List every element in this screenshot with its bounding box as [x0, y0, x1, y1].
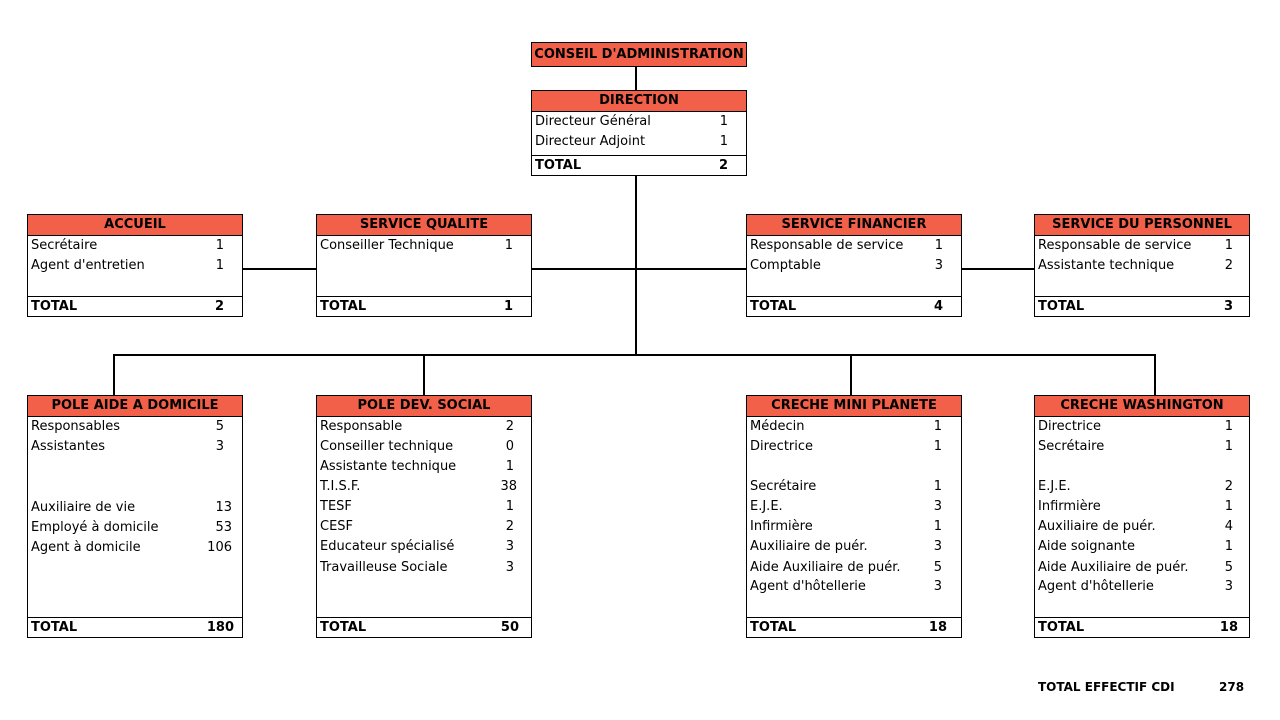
total-label: TOTAL	[1038, 620, 1085, 635]
total-label: TOTAL	[535, 158, 582, 173]
row-value: 5	[215, 419, 224, 434]
row-label: Responsables	[31, 419, 121, 434]
row-label: Assistantes	[31, 439, 105, 454]
table-row	[317, 497, 531, 517]
table-row	[28, 498, 242, 518]
table-row	[317, 517, 531, 537]
row-label: Conseiller technique	[320, 439, 454, 454]
total-value: 4	[933, 299, 943, 314]
table-row	[1035, 517, 1249, 537]
row-label: E.J.E.	[750, 499, 783, 514]
table-row	[747, 236, 961, 256]
total-label: TOTAL	[31, 299, 78, 314]
accueil-box	[27, 214, 243, 317]
row-label: Infirmière	[750, 519, 813, 534]
row-value: 4	[1224, 519, 1233, 534]
service-financier-title: SERVICE FINANCIER	[747, 215, 961, 236]
row-label: T.I.S.F.	[320, 479, 361, 494]
conseil-administration-box	[531, 42, 747, 67]
table-row	[532, 112, 746, 132]
row-value: 1	[719, 134, 728, 149]
total-row	[747, 617, 961, 637]
table-row	[317, 437, 531, 457]
row-label: Assistante technique	[1038, 258, 1175, 273]
row-value: 3	[933, 579, 942, 594]
total-value: 2	[214, 299, 224, 314]
service-personnel-title: SERVICE DU PERSONNEL	[1035, 215, 1249, 236]
row-label: Directrice	[1038, 419, 1102, 434]
row-value: 3	[933, 499, 942, 514]
row-label: Médecin	[750, 419, 805, 434]
row-label: Secrétaire	[750, 479, 817, 494]
row-label: E.J.E.	[1038, 479, 1071, 494]
conseil-administration-title: CONSEIL D'ADMINISTRATION	[532, 43, 746, 66]
total-value: 50	[500, 620, 519, 635]
row-value: 1	[1224, 439, 1233, 454]
service-financier-box	[746, 214, 962, 317]
row-value: 1	[933, 419, 942, 434]
total-value: 180	[206, 620, 234, 635]
total-value: 18	[1219, 620, 1238, 635]
row-label: Agent d'entretien	[31, 258, 145, 273]
row-value: 1	[505, 499, 514, 514]
row-label: Secrétaire	[1038, 439, 1105, 454]
row-value: 1	[505, 459, 514, 474]
row-label: Conseiller Technique	[320, 238, 454, 253]
row-label: Aide soignante	[1038, 539, 1136, 554]
table-row	[1035, 437, 1249, 457]
row-label: Agent d'hôtellerie	[1038, 579, 1154, 594]
table-row	[28, 518, 242, 538]
total-value: 3	[1223, 299, 1233, 314]
row-value: 1	[933, 439, 942, 454]
row-value: 5	[933, 560, 942, 575]
total-row	[1035, 617, 1249, 637]
table-row	[1035, 236, 1249, 256]
table-row	[1035, 477, 1249, 497]
total-label: TOTAL	[320, 299, 367, 314]
row-label: Secrétaire	[31, 238, 98, 253]
table-row	[747, 477, 961, 497]
table-row	[747, 256, 961, 276]
row-label: Infirmière	[1038, 499, 1101, 514]
table-row	[28, 437, 242, 457]
table-row	[28, 256, 242, 276]
total-row	[28, 296, 242, 316]
row-label: Aide Auxiliaire de puér.	[1038, 560, 1189, 575]
row-label: Directeur Général	[535, 114, 651, 129]
creche-mini-planete-box	[746, 395, 962, 638]
table-row	[532, 132, 746, 152]
total-row	[28, 617, 242, 637]
row-value: 53	[215, 520, 232, 535]
table-row	[317, 457, 531, 477]
row-value: 1	[719, 114, 728, 129]
total-row	[747, 296, 961, 316]
table-row	[1035, 417, 1249, 437]
creche-washington-title: CRECHE WASHINGTON	[1035, 396, 1249, 417]
row-value: 5	[1224, 560, 1233, 575]
direction-box	[531, 90, 747, 176]
grand-total-value: 278	[1219, 680, 1245, 694]
row-value: 2	[1224, 258, 1233, 273]
creche-washington-box	[1034, 395, 1250, 638]
row-value: 1	[504, 238, 513, 253]
service-qualite-title: SERVICE QUALITE	[317, 215, 531, 236]
table-row	[747, 517, 961, 537]
table-row	[747, 537, 961, 557]
row-label: Directeur Adjoint	[535, 134, 646, 149]
table-row	[747, 577, 961, 597]
row-value: 1	[215, 238, 224, 253]
row-value: 2	[505, 419, 514, 434]
table-row	[747, 417, 961, 437]
table-row	[1035, 577, 1249, 597]
row-label: Responsable de service	[1038, 238, 1192, 253]
row-value: 1	[1224, 499, 1233, 514]
row-value: 1	[1224, 419, 1233, 434]
row-label: Directrice	[750, 439, 814, 454]
table-row	[317, 558, 531, 578]
service-qualite-box	[316, 214, 532, 317]
total-row	[1035, 296, 1249, 316]
row-value: 3	[505, 539, 514, 554]
row-label: Auxiliaire de vie	[31, 500, 136, 515]
pole-dev-social-box	[316, 395, 532, 638]
total-value: 2	[718, 158, 728, 173]
pole-dev-social-title: POLE DEV. SOCIAL	[317, 396, 531, 417]
row-value: 3	[1224, 579, 1233, 594]
accueil-title: ACCUEIL	[28, 215, 242, 236]
row-value: 2	[505, 519, 514, 534]
row-value: 3	[215, 439, 224, 454]
table-row	[28, 236, 242, 256]
table-row	[747, 437, 961, 457]
table-row	[1035, 256, 1249, 276]
row-value: 1	[1224, 238, 1233, 253]
table-row	[28, 417, 242, 437]
row-label: Aide Auxiliaire de puér.	[750, 560, 901, 575]
row-value: 3	[933, 539, 942, 554]
row-value: 1	[933, 479, 942, 494]
row-value: 1	[933, 519, 942, 534]
row-label: Agent à domicile	[31, 540, 141, 555]
row-label: CESF	[320, 519, 354, 534]
table-row	[1035, 558, 1249, 578]
total-label: TOTAL	[320, 620, 367, 635]
table-row	[747, 558, 961, 578]
row-label: Educateur spécialisé	[320, 539, 455, 554]
total-value: 18	[928, 620, 947, 635]
table-row	[28, 538, 242, 558]
row-label: Responsable	[320, 419, 403, 434]
row-label: Auxiliaire de puér.	[750, 539, 868, 554]
grand-total-label: TOTAL EFFECTIF CDI	[1038, 680, 1175, 694]
total-row	[532, 155, 746, 175]
direction-title: DIRECTION	[532, 91, 746, 112]
total-label: TOTAL	[1038, 299, 1085, 314]
row-label: Responsable de service	[750, 238, 904, 253]
row-label: Comptable	[750, 258, 821, 273]
row-value: 1	[1224, 539, 1233, 554]
total-row	[317, 296, 531, 316]
row-value: 13	[215, 500, 232, 515]
row-value: 2	[1224, 479, 1233, 494]
row-value: 106	[207, 540, 232, 555]
service-personnel-box	[1034, 214, 1250, 317]
row-label: Employé à domicile	[31, 520, 159, 535]
total-row	[317, 617, 531, 637]
table-row	[317, 236, 531, 256]
pole-aide-domicile-title: POLE AIDE A DOMICILE	[28, 396, 242, 417]
total-label: TOTAL	[750, 299, 797, 314]
row-label: Travailleuse Sociale	[320, 560, 448, 575]
row-value: 3	[505, 560, 514, 575]
creche-mini-planete-title: CRECHE MINI PLANETE	[747, 396, 961, 417]
pole-aide-domicile-box	[27, 395, 243, 638]
total-label: TOTAL	[31, 620, 78, 635]
row-value: 0	[505, 439, 514, 454]
table-row	[1035, 537, 1249, 557]
row-value: 3	[934, 258, 943, 273]
row-label: TESF	[320, 499, 352, 514]
row-label: Agent d'hôtellerie	[750, 579, 866, 594]
row-value: 38	[500, 479, 517, 494]
total-label: TOTAL	[750, 620, 797, 635]
table-row	[1035, 497, 1249, 517]
row-label: Assistante technique	[320, 459, 457, 474]
table-row	[747, 497, 961, 517]
table-row	[317, 537, 531, 557]
table-row	[317, 477, 531, 497]
row-value: 1	[215, 258, 224, 273]
total-value: 1	[503, 299, 513, 314]
table-row	[317, 417, 531, 437]
row-label: Auxiliaire de puér.	[1038, 519, 1156, 534]
row-value: 1	[934, 238, 943, 253]
